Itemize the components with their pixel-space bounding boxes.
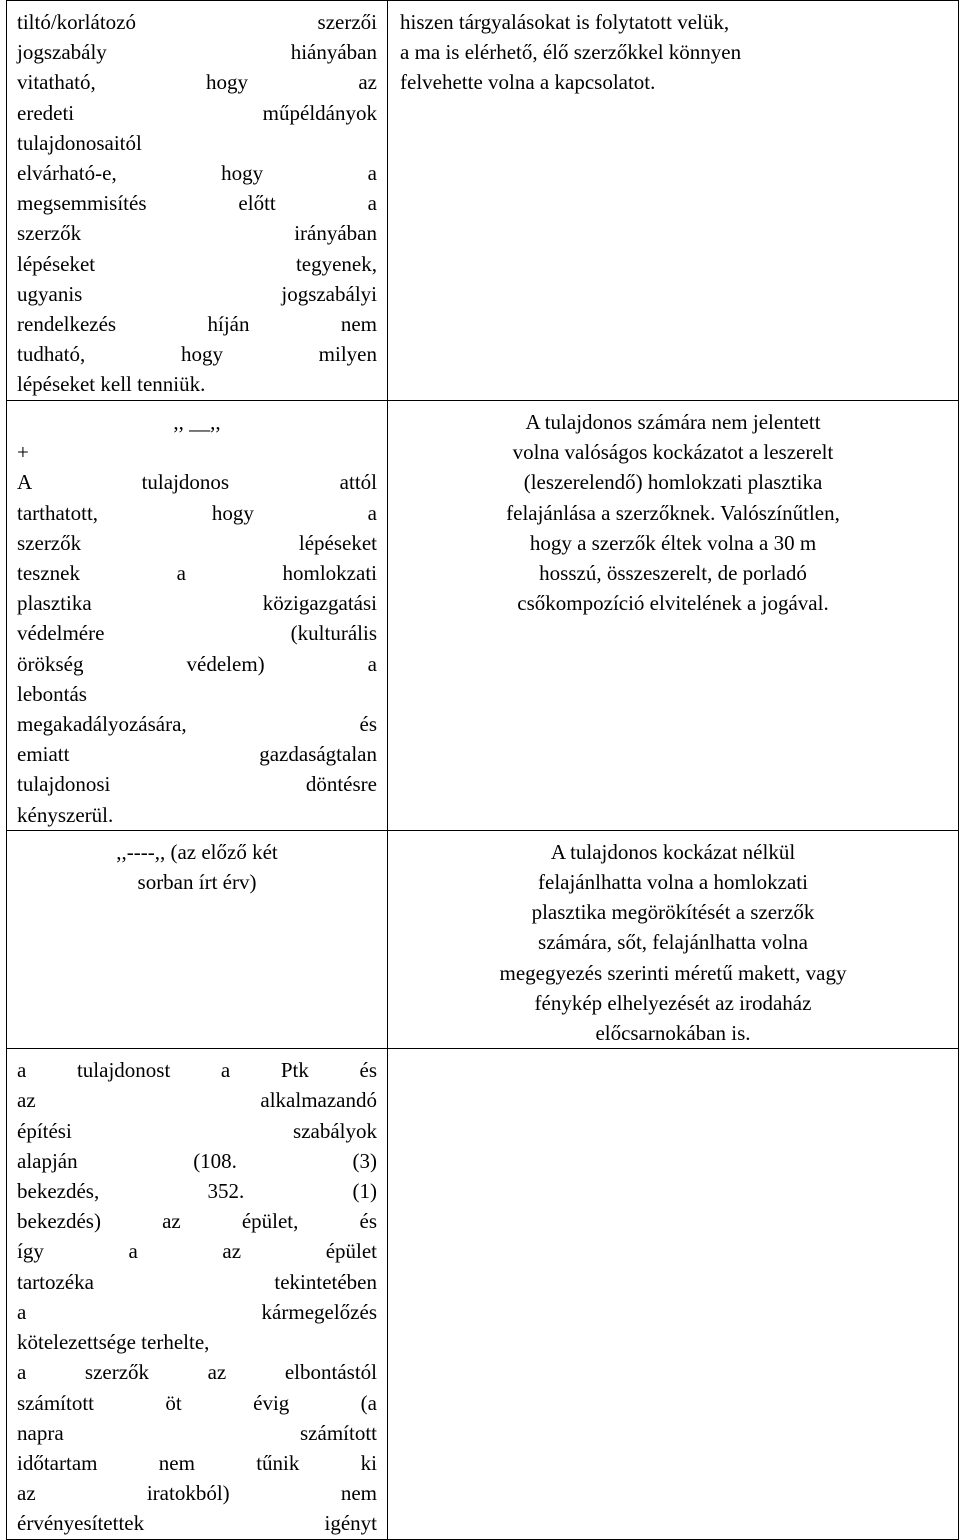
left-text-block <box>7 831 387 897</box>
table-row <box>7 1 959 401</box>
text-line: A tulajdonos attól <box>17 470 377 495</box>
text-line: rendelkezés híján nem <box>17 312 377 337</box>
text-line: számára, sőt, felajánlhatta volna <box>538 930 808 955</box>
text-line: örökség védelem) a <box>17 651 377 676</box>
text-line: építési szabályok <box>17 1118 377 1143</box>
text-line: védelmére (kulturális <box>17 621 377 646</box>
text-line: hiszen tárgyalásokat is folytatott velük, <box>400 10 730 34</box>
text-line: fénykép elhelyezését az irodaház <box>534 990 812 1015</box>
text-line: hogy a szerzők éltek volna a 30 m <box>529 530 817 555</box>
text-line: kötelezettsége terhelte, <box>17 1330 210 1355</box>
text-line: tudható, hogy milyen <box>17 342 377 367</box>
left-text-block <box>7 1 387 400</box>
text-line: emiatt gazdaságtalan <box>17 742 377 767</box>
text-line: vitatható, hogy az <box>17 70 377 95</box>
table-row <box>7 830 959 1048</box>
text-line: a tulajdonost a Ptk és <box>17 1058 377 1083</box>
text-line: tiltó/korlátozó szerzői <box>17 10 377 34</box>
table-row <box>7 401 959 831</box>
right-cell <box>388 830 959 1048</box>
text-line: időtartam nem tűnik ki <box>17 1450 377 1475</box>
text-line: az alkalmazandó <box>17 1088 377 1113</box>
text-line: sorban írt érv) <box>137 870 257 895</box>
text-line: a szerzők az elbontástól <box>17 1360 377 1385</box>
text-line: szerzők lépéseket <box>17 530 377 555</box>
left-cell <box>7 401 388 831</box>
right-cell-empty <box>388 1049 959 1539</box>
text-line: A tulajdonos számára nem jelentett <box>525 410 821 434</box>
left-cell <box>7 1049 388 1539</box>
text-line: hosszú, összeszerelt, de porladó <box>539 561 807 586</box>
right-cell <box>388 1 959 401</box>
text-line: alapján (108. (3) <box>17 1148 377 1173</box>
text-line: A tulajdonos kockázat nélkül <box>550 839 796 864</box>
text-line: felajánlhatta volna a homlokzati <box>538 870 808 895</box>
text-line: kényszerül. <box>17 802 114 827</box>
text-line: lebontás <box>17 681 87 706</box>
text-line: megsemmisítés előtt a <box>17 191 377 216</box>
text-line: jogszabály hiányában <box>17 40 377 65</box>
text-line: ugyanis jogszabályi <box>17 281 377 306</box>
text-line: tulajdonosi döntésre <box>17 772 377 797</box>
right-text-block <box>388 401 958 618</box>
left-cell <box>7 830 388 1048</box>
document-table <box>6 0 959 1540</box>
right-text-block <box>388 1 958 98</box>
text-line: felvehette volna a kapcsolatot. <box>400 70 656 95</box>
text-line: lépéseket kell tenniük. <box>17 372 206 397</box>
text-line: elvárható-e, hogy a <box>17 161 377 186</box>
text-line: előcsarnokában is. <box>595 1021 751 1046</box>
text-line: érvényesítettek igényt <box>17 1511 377 1536</box>
text-line: tartozéka tekintetében <box>17 1269 377 1294</box>
text-line: eredeti műpéldányok <box>17 100 377 125</box>
text-line: szerzők irányában <box>17 221 377 246</box>
text-line: tesznek a homlokzati <box>17 561 377 586</box>
text-line: az iratokból) nem <box>17 1481 377 1506</box>
text-line: felajánlása a szerzőknek. Valószínűtlen, <box>506 500 840 525</box>
text-line: (leszerelendő) homlokzati plasztika <box>523 470 823 495</box>
text-line: megegyezés szerinti méretű makett, vagy <box>499 960 847 985</box>
text-line: számított öt évig (a <box>17 1390 377 1415</box>
text-line: lépéseket tegyenek, <box>17 251 377 276</box>
text-line: bekezdés, 352. (1) <box>17 1179 377 1204</box>
right-cell <box>388 401 959 831</box>
right-text-block <box>388 831 958 1048</box>
text-line: csőkompozíció elvitelének a jogával. <box>517 591 829 616</box>
left-text-block <box>7 1049 387 1538</box>
text-line: bekezdés) az épület, és <box>17 1209 377 1234</box>
text-line: tulajdonosaitól <box>17 130 142 155</box>
text-line: tarthatott, hogy a <box>17 500 377 525</box>
text-line: plasztika megörökítését a szerzők <box>531 900 815 925</box>
text-line: ,,----,, (az előző két <box>116 839 278 864</box>
text-line: a kármegelőzés <box>17 1299 377 1324</box>
text-line: így a az épület <box>17 1239 377 1264</box>
left-cell <box>7 1 388 401</box>
text-line: volna valóságos kockázatot a leszerelt <box>512 440 834 465</box>
plus-sign: + <box>17 440 29 465</box>
text-line: plasztika közigazgatási <box>17 591 377 616</box>
left-text-block <box>7 401 387 830</box>
text-line: a ma is elérhető, élő szerzőkkel könnyen <box>400 40 742 65</box>
quote-mark-line: ,, __,, <box>173 410 221 434</box>
text-line: napra számított <box>17 1420 377 1445</box>
table-row <box>7 1049 959 1539</box>
text-line: megakadályozására, és <box>17 712 377 737</box>
